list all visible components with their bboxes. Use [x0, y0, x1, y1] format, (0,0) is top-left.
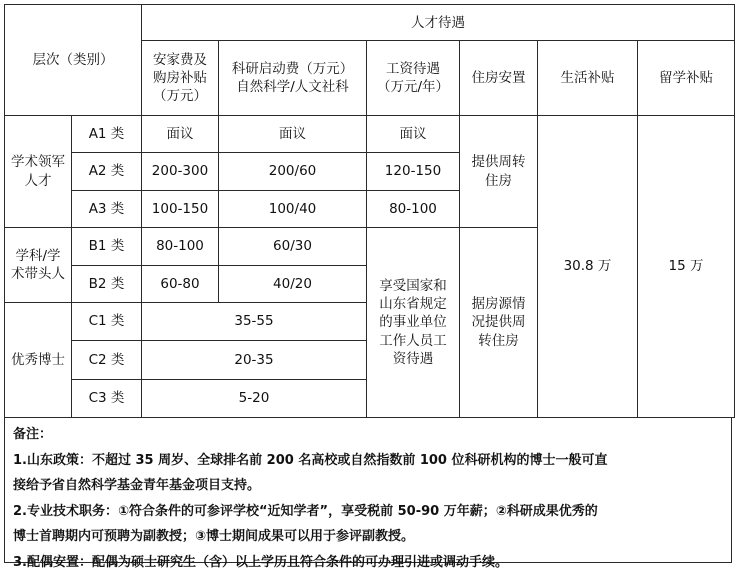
- header-salary: 工资待遇 （万元/年）: [367, 41, 460, 116]
- a3-research: 100/40: [219, 190, 367, 227]
- a2-settlement: 200-300: [142, 153, 219, 190]
- note-shandong-policy: 1.山东政策：不超过 35 周岁、全球排名前 200 名高校或自然指数前 100 位科研机构的博士一般可直 接给予省自然科学基金青年基金项目支持。: [13, 448, 725, 499]
- b2-research: 40/20: [219, 265, 367, 302]
- study-abroad-allowance-value: 15 万: [638, 116, 735, 418]
- talent-benefits-table: [4, 4, 735, 418]
- living-allowance-value: 30.8 万: [538, 116, 638, 418]
- header-level-category: 层次（类别）: [5, 5, 142, 116]
- note-spouse-placement: 3.配偶安置：配偶为硕士研究生（含）以上学历且符合条件的可办理引进或调动手续。: [13, 550, 725, 575]
- housing-group-bc: 据房源情 况提供周 转住房: [460, 228, 538, 418]
- header-settlement-fee: 安家费及 购房补贴 （万元）: [142, 41, 219, 116]
- b1-research: 60/30: [219, 228, 367, 265]
- b1-settlement: 80-100: [142, 228, 219, 265]
- header-living-allowance: 生活补贴: [538, 41, 638, 116]
- c2-combined: 20-35: [142, 341, 367, 379]
- class-c3: C3 类: [72, 379, 142, 417]
- c1-combined: 35-55: [142, 302, 367, 340]
- notes-section: [4, 418, 732, 563]
- note-professional-title: 2.专业技术职务：①符合条件的可参评学校“近知学者”，享受税前 50-90 万年薪；②科研成果优秀的 博士首聘期内可预聘为副教授；③博士期间成果可以用于参评副教授。: [13, 499, 725, 550]
- a1-salary: 面议: [367, 116, 460, 153]
- a1-settlement: 面议: [142, 116, 219, 153]
- class-a2: A2 类: [72, 153, 142, 190]
- header-talent-benefits: 人才待遇: [142, 5, 735, 41]
- c3-combined: 5-20: [142, 379, 367, 417]
- class-c2: C2 类: [72, 341, 142, 379]
- class-b1: B1 类: [72, 228, 142, 265]
- header-research-fund: 科研启动费（万元） 自然科学/人文社科: [219, 41, 367, 116]
- b2-settlement: 60-80: [142, 265, 219, 302]
- notes-title: 备注：: [13, 422, 725, 448]
- housing-group-a: 提供周转 住房: [460, 116, 538, 228]
- a2-research: 200/60: [219, 153, 367, 190]
- class-c1: C1 类: [72, 302, 142, 340]
- header-housing: 住房安置: [460, 41, 538, 116]
- a3-settlement: 100-150: [142, 190, 219, 227]
- class-a1: A1 类: [72, 116, 142, 153]
- group-academic-leader: 学术领军 人才: [5, 116, 72, 228]
- header-study-abroad-allowance: 留学补贴: [638, 41, 735, 116]
- group-excellent-phd: 优秀博士: [5, 302, 72, 417]
- a2-salary: 120-150: [367, 153, 460, 190]
- salary-group-bc: 享受国家和 山东省规定 的事业单位 工作人员工 资待遇: [367, 228, 460, 418]
- class-a3: A3 类: [72, 190, 142, 227]
- class-b2: B2 类: [72, 265, 142, 302]
- a1-research: 面议: [219, 116, 367, 153]
- group-discipline-leader: 学科/学 术带头人: [5, 228, 72, 303]
- a3-salary: 80-100: [367, 190, 460, 227]
